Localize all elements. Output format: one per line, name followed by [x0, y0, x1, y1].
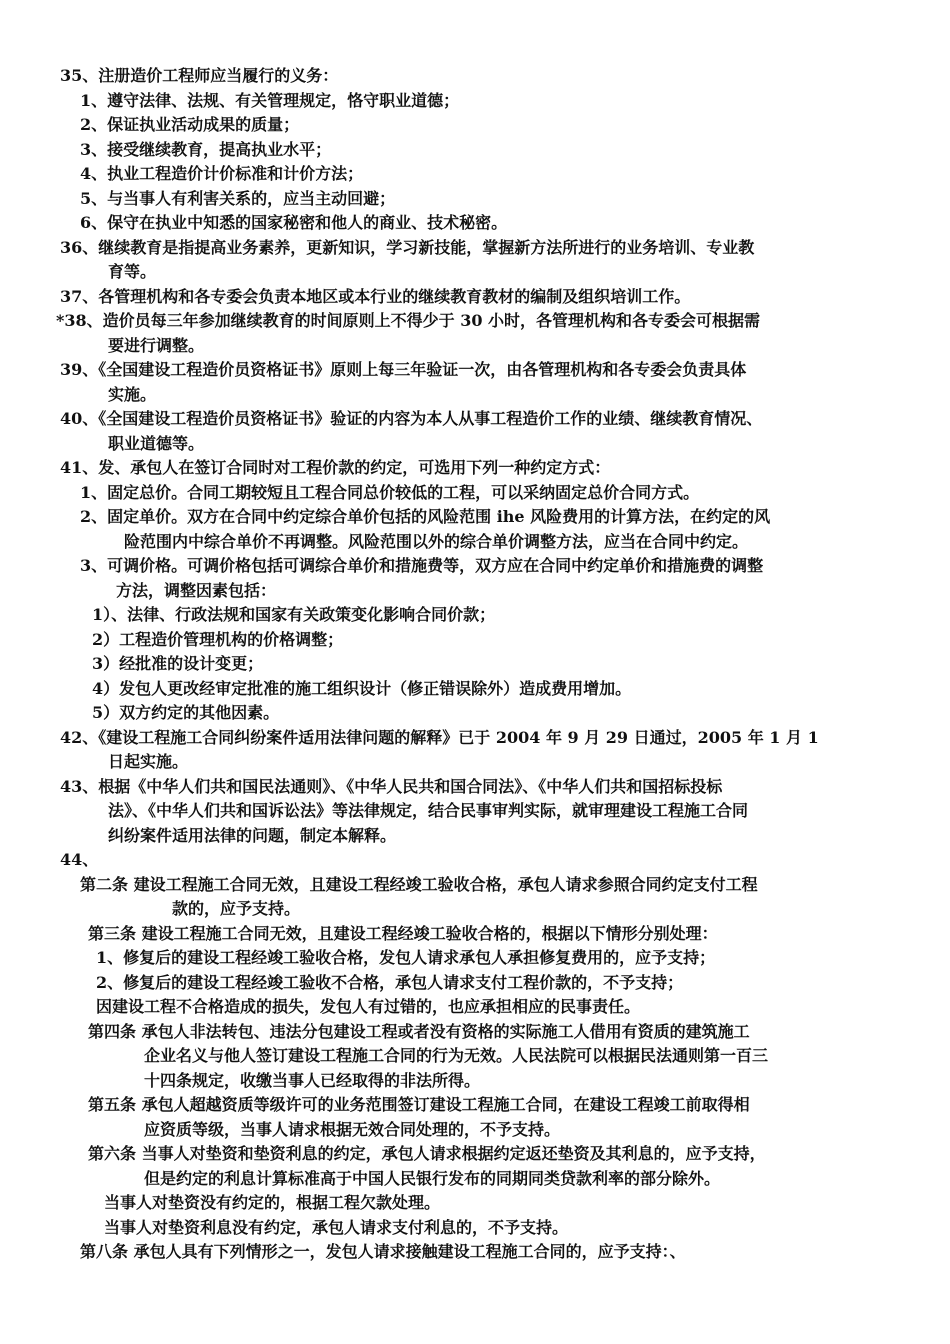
- text-line: 第八条 承包人具有下列情形之一，发包人请求接触建设工程施工合同的，应予支持：、: [80, 1242, 686, 1261]
- text-line: 纠纷案件适用法律的问题，制定本解释。: [108, 826, 397, 845]
- text-line: 3、可调价格。可调价格包括可调综合单价和措施费等，双方应在合同中约定单价和措施费的调整: [80, 556, 764, 575]
- text-line: 第五条 承包人超越资质等级许可的业务范围签订建设工程施工合同，在建设工程竣工前取得相: [88, 1095, 750, 1114]
- text-line: 3、接受继续教育，提高执业水平；: [80, 140, 332, 159]
- text-line: 37、各管理机构和各专委会负责本地区或本行业的继续教育教材的编制及组织培训工作。: [60, 287, 691, 306]
- text-line: 第三条 建设工程施工合同无效，且建设工程经竣工验收合格的，根据以下情形分别处理：: [88, 924, 718, 943]
- text-line: 43、根据《中华人们共和国民法通则》、《中华人民共和国合同法》、《中华人们共和国招标投标: [60, 777, 723, 796]
- text-line: 日起实施。: [108, 752, 189, 771]
- text-line: 36、继续教育是指提高业务素养，更新知识，学习新技能，掌握新方法所进行的业务培训、专业教: [60, 238, 755, 257]
- text-line: 5、与当事人有利害关系的，应当主动回避；: [80, 189, 396, 208]
- text-line: 2、修复后的建设工程经竣工验收不合格，承包人请求支付工程价款的，不予支持；: [96, 973, 684, 992]
- text-line: 职业道德等。: [108, 434, 205, 453]
- text-line: 6、保守在执业中知悉的国家秘密和他人的商业、技术秘密。: [80, 213, 508, 232]
- text-line: 1、修复后的建设工程经竣工验收合格，发包人请求承包人承担修复费用的，应予支持；: [96, 948, 716, 967]
- text-line: 应资质等级，当事人请求根据无效合同处理的，不予支持。: [144, 1120, 561, 1139]
- text-line: 4、执业工程造价计价标准和计价方法；: [80, 164, 364, 183]
- text-line: 42、《建设工程施工合同纠纷案件适用法律问题的解释》已于 2004 年 9 月 29 日通过，2005 年 1 月 1: [60, 728, 819, 747]
- text-line: 4）发包人更改经审定批准的施工组织设计（修正错误除外）造成费用增加。: [92, 679, 632, 698]
- text-line: 1）、法律、行政法规和国家有关政策变化影响合同价款；: [92, 605, 496, 624]
- text-line: 3）经批准的设计变更；: [92, 654, 264, 673]
- text-line: 当事人对垫资没有约定的，根据工程欠款处理。: [104, 1193, 441, 1212]
- text-line: 法》、《中华人们共和国诉讼法》等法律规定，结合民事审判实际，就审理建设工程施工合同: [108, 801, 749, 820]
- text-line: 5）双方约定的其他因素。: [92, 703, 280, 722]
- text-line: 第四条 承包人非法转包、违法分包建设工程或者没有资格的实际施工人借用有资质的建筑施工: [88, 1022, 750, 1041]
- text-line: 要进行调整。: [108, 336, 205, 355]
- text-line: 十四条规定，收缴当事人已经取得的非法所得。: [144, 1071, 481, 1090]
- text-line: 险范围内中综合单价不再调整。风险范围以外的综合单价调整方法，应当在合同中约定。: [124, 532, 749, 551]
- text-line: 第二条 建设工程施工合同无效，且建设工程经竣工验收合格，承包人请求参照合同约定支付工程: [80, 875, 758, 894]
- text-line: 2、固定单价。双方在合同中约定综合单价包括的风险范围 ihe 风险费用的计算方法，在约定的风: [80, 507, 771, 526]
- text-line: 39、《全国建设工程造价员资格证书》原则上每三年验证一次，由各管理机构和各专委会负责具体: [60, 360, 747, 379]
- text-line: 2、保证执业活动成果的质量；: [80, 115, 300, 134]
- text-line: 44、: [60, 850, 99, 869]
- text-line: 40、《全国建设工程造价员资格证书》验证的内容为本人从事工程造价工作的业绩、继续教育情况、: [60, 409, 763, 428]
- text-line: 企业名义与他人签订建设工程施工合同的行为无效。人民法院可以根据民法通则第一百三: [144, 1046, 769, 1065]
- text-line: 实施。: [108, 385, 157, 404]
- text-line: 育等。: [108, 262, 157, 281]
- text-line: 方法，调整因素包括：: [116, 581, 277, 600]
- text-line: *38、造价员每三年参加继续教育的时间原则上不得少于 30 小时，各管理机构和各专委会可根据需: [56, 311, 761, 330]
- text-line: 第六条 当事人对垫资和垫资利息的约定，承包人请求根据约定返还垫资及其利息的，应予支持，: [88, 1144, 766, 1163]
- text-line: 但是约定的利息计算标准高于中国人民银行发布的同期同类贷款利率的部分除外。: [144, 1169, 721, 1188]
- text-line: 1、遵守法律、法规、有关管理规定，恪守职业道德；: [80, 91, 460, 110]
- text-line: 因建设工程不合格造成的损失，发包人有过错的，也应承担相应的民事责任。: [96, 997, 641, 1016]
- text-line: 41、发、承包人在签订合同时对工程价款的约定，可选用下列一种约定方式：: [60, 458, 611, 477]
- text-line: 1、固定总价。合同工期较短且工程合同总价较低的工程，可以采纳固定总价合同方式。: [80, 483, 700, 502]
- text-line: 款的，应予支持。: [172, 899, 301, 918]
- text-line: 当事人对垫资利息没有约定，承包人请求支付利息的，不予支持。: [104, 1218, 569, 1237]
- text-line: 2）工程造价管理机构的价格调整；: [92, 630, 344, 649]
- text-line: 35、注册造价工程师应当履行的义务：: [60, 66, 339, 85]
